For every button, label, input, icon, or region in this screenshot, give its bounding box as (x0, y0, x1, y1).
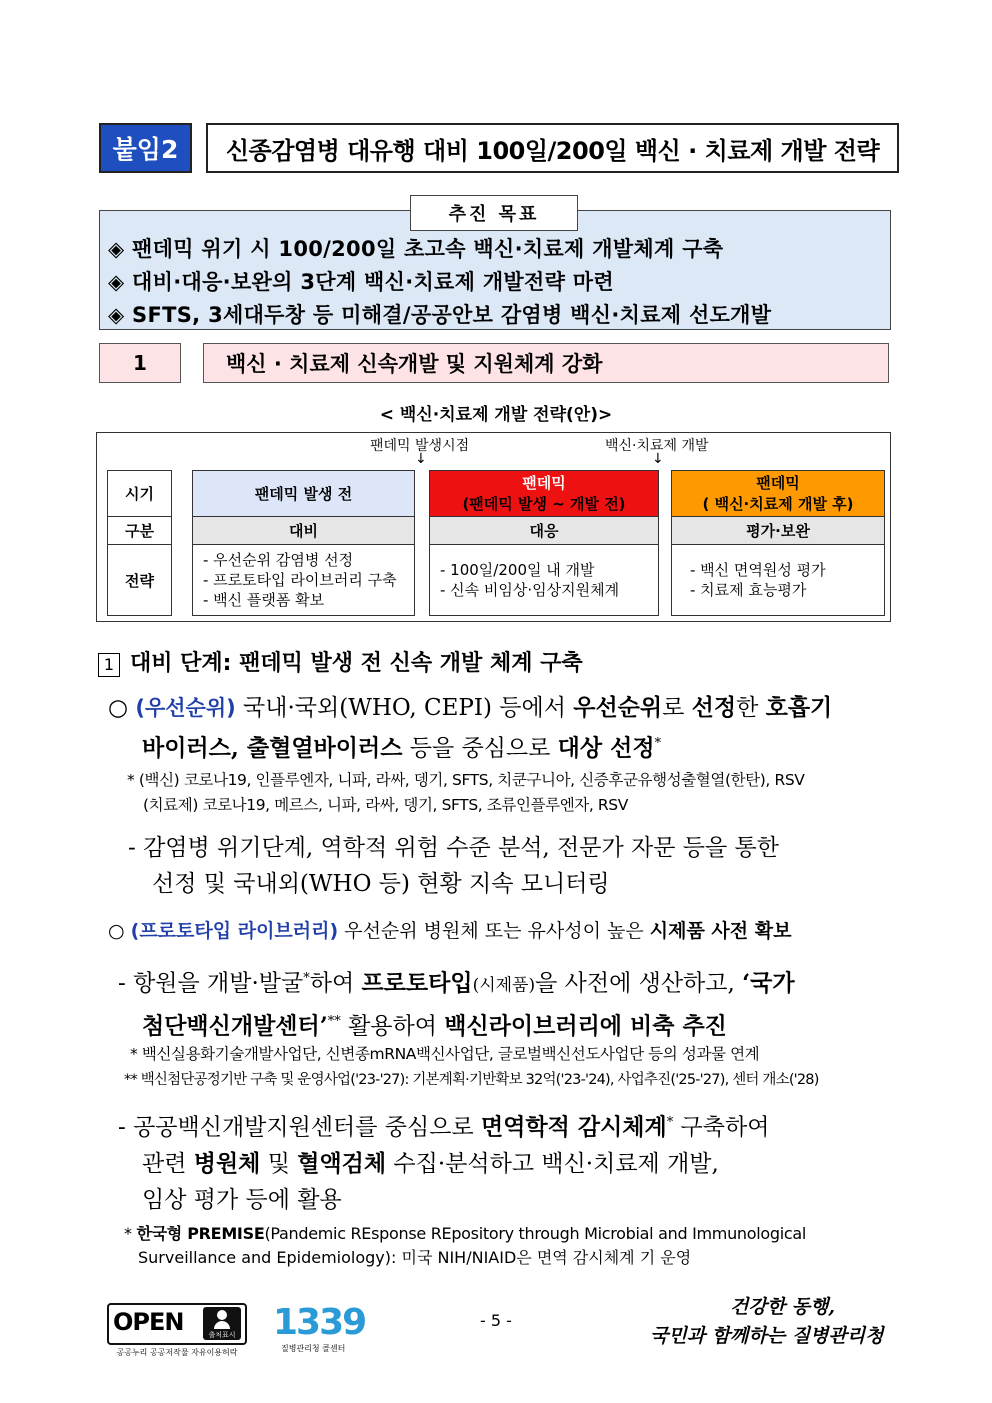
col3-strategy-list (671, 544, 885, 616)
text-bold: 면역학적 감시체계 (480, 1113, 667, 1141)
text: - 공공백신개발지원센터를 중심으로 (118, 1114, 481, 1141)
slogan-line-1: 건강한 동행, (730, 1296, 835, 1318)
text-bold: 선정 (691, 694, 737, 721)
footnote-mark: * (654, 736, 662, 751)
col3-period-title: 팬데믹 (756, 473, 800, 492)
stage-number-box: 1 (98, 653, 120, 677)
col2-item: - 신속 비임상·임상지원체계 (440, 581, 620, 599)
text: 을 사전에 생산하고, (535, 970, 743, 997)
text-bold: ‘국가 (742, 969, 795, 997)
footnote-mark: ** (327, 1013, 341, 1029)
text-bold: 프로토타입 (361, 969, 473, 997)
col1-item: - 백신 플랫폼 확보 (203, 591, 325, 609)
col3-item: - 백신 면역원성 평가 (690, 561, 826, 579)
col3-period-range: ( 백신·치료제 개발 후) (702, 494, 854, 513)
text: 하여 (309, 970, 362, 997)
text: 관련 (142, 1150, 194, 1177)
bullet-circle-icon: ○ (108, 695, 129, 721)
text: * (124, 1224, 137, 1243)
text-bold: 혈액검체 (297, 1149, 387, 1177)
col1-category: 대비 (192, 516, 415, 545)
text-bold: 대상 선정 (557, 734, 655, 762)
row-label-category: 구분 (107, 516, 172, 545)
col1-item: - 우선순위 감염병 선정 (203, 551, 354, 569)
col3-item: - 치료제 효능평가 (690, 581, 807, 599)
text: 수집·분석하고 백신·치료제 개발, (386, 1150, 719, 1177)
attachment-badge: 붙임2 (99, 123, 192, 173)
footnote-mark: * (666, 1115, 674, 1130)
col2-period-range: (팬데믹 발생 ~ 개발 전) (462, 494, 626, 513)
section-title: 백신 · 치료제 신속개발 및 지원체계 강화 (203, 343, 889, 383)
surveillance-dash (118, 1105, 898, 1218)
text: 우선순위 병원체 또는 유사성이 높은 (338, 920, 650, 942)
prototype-dash (118, 961, 898, 1044)
priority-tag: (우선순위) (135, 696, 236, 720)
col3-period (671, 470, 885, 517)
row-label-strategy: 전략 (107, 544, 172, 616)
slogan (650, 1292, 890, 1348)
text: - 항원을 개발·발굴 (118, 970, 304, 997)
text: 국내·국외(WHO, CEPI) 등에서 (235, 695, 574, 721)
strategy-diagram (96, 432, 891, 622)
bullet-circle-icon: ○ (108, 920, 125, 942)
outbreak-marker: 팬데믹 발생시점 (370, 438, 470, 454)
text: 및 (260, 1150, 298, 1177)
text-bold: 한국형 PREMISE (136, 1224, 265, 1243)
callcenter-number: 1339 (273, 1302, 366, 1343)
col3-category: 평가·보완 (671, 516, 885, 545)
text-bold: 호흡기 (765, 694, 833, 721)
goals-tab-label: 추진 목표 (410, 195, 578, 231)
text: 등을 중심으로 (402, 735, 558, 762)
col2-strategy-list (429, 544, 659, 616)
section-number: 1 (99, 343, 181, 383)
callcenter-caption: 질병관리청 콜센터 (281, 1344, 346, 1353)
col2-category: 대응 (429, 516, 659, 545)
monitoring-line-1: - 감염병 위기단계, 역학적 위험 수준 분석, 전문가 자문 등을 통한 (128, 835, 779, 861)
note-projects: * 백신실용화기술개발사업단, 신변종mRNA백신사업단, 글로벌백신선도사업단 등의 성과물 연계 (130, 1045, 760, 1063)
prototype-tag: (프로토타입 라이브러리) (130, 920, 339, 942)
development-arrow-icon: ↓ (652, 451, 664, 467)
development-marker: 백신·치료제 개발 (605, 438, 709, 454)
text-bold: 병원체 (193, 1149, 261, 1177)
text: 한 (736, 695, 766, 721)
text: (Pandemic REsponse REpository through Microbial and Immunological (264, 1224, 807, 1243)
note-priority-list-1: * (백신) 코로나19, 인플루엔자, 니파, 라싸, 뎅기, SFTS, 치쿤구니아, 신증후군유행성출혈열(한탄), RSV (127, 771, 805, 789)
goal-item-3: ◈ SFTS, 3세대두창 등 미해결/공공안보 감염병 백신·치료제 선도개발 (108, 303, 772, 327)
open-badge-text: 출처표시 (208, 1331, 236, 1339)
col1-strategy-list (192, 544, 415, 616)
col2-period-title: 팬데믹 (522, 473, 566, 492)
stage1-heading (98, 646, 583, 677)
text: 활용하여 (340, 1013, 445, 1040)
text-bold: 바이러스, 출혈열바이러스 (142, 734, 403, 762)
row-label-period: 시기 (107, 470, 172, 517)
footnote-mark: * (303, 971, 310, 986)
slogan-line-2: 국민과 함께하는 질병관리청 (650, 1325, 884, 1347)
col1-period: 팬데믹 발생 전 (192, 470, 415, 517)
open-caption: 공공누리 공공저작물 자유이용허락 (116, 1348, 238, 1357)
text-small: (시제품) (472, 975, 536, 996)
page-number: - 5 - (480, 1311, 512, 1330)
goal-item-2: ◈ 대비·대응·보완의 3단계 백신·치료제 개발전략 마련 (108, 270, 614, 294)
surveillance-line-3: 임상 평가 등에 활용 (142, 1186, 342, 1213)
text-bold: 우선순위 (573, 694, 663, 721)
open-label: OPEN (113, 1308, 184, 1336)
premise-note (124, 1222, 896, 1270)
prototype-paragraph (108, 916, 791, 943)
text-bold: 백신라이브러리에 비축 추진 (444, 1012, 727, 1040)
text-bold: 시제품 사전 확보 (649, 920, 792, 942)
premise-note-line-2: Surveillance and Epidemiology): 미국 NIH/NIAID은 면역 감시체계 기 운영 (138, 1248, 692, 1267)
col2-item: - 100일/200일 내 개발 (440, 561, 595, 579)
diagram-caption: < 백신·치료제 개발 전략(안)> (379, 405, 613, 425)
text-bold: 첨단백신개발센터’ (142, 1012, 328, 1040)
col1-item: - 프로토타입 라이브러리 구축 (203, 571, 397, 589)
goal-item-1: ◈ 팬데믹 위기 시 100/200일 초고속 백신·치료제 개발체계 구축 (108, 237, 724, 261)
outbreak-arrow-icon: ↓ (415, 451, 427, 467)
note-center: ** 백신첨단공정기반 구축 및 운영사업('23-'27): 기본계획·기반확보 32억('23-'24), 사업추진('25-'27), 센터 개소('28) (124, 1072, 819, 1088)
col2-period (429, 470, 659, 517)
stage1-heading-text: 대비 단계: 팬데믹 발생 전 신속 개발 체계 구축 (130, 651, 583, 676)
text: 구축하여 (673, 1114, 770, 1141)
priority-paragraph (108, 690, 898, 767)
monitoring-line-2: 선정 및 국내외(WHO 등) 현황 지속 모니터링 (152, 871, 610, 897)
note-priority-list-2: (치료제) 코로나19, 메르스, 니파, 라싸, 뎅기, SFTS, 조류인플루엔자, RSV (143, 796, 628, 814)
text: 로 (662, 695, 692, 721)
document-title: 신종감염병 대유행 대비 100일/200일 백신 · 치료제 개발 전략 (206, 123, 899, 173)
